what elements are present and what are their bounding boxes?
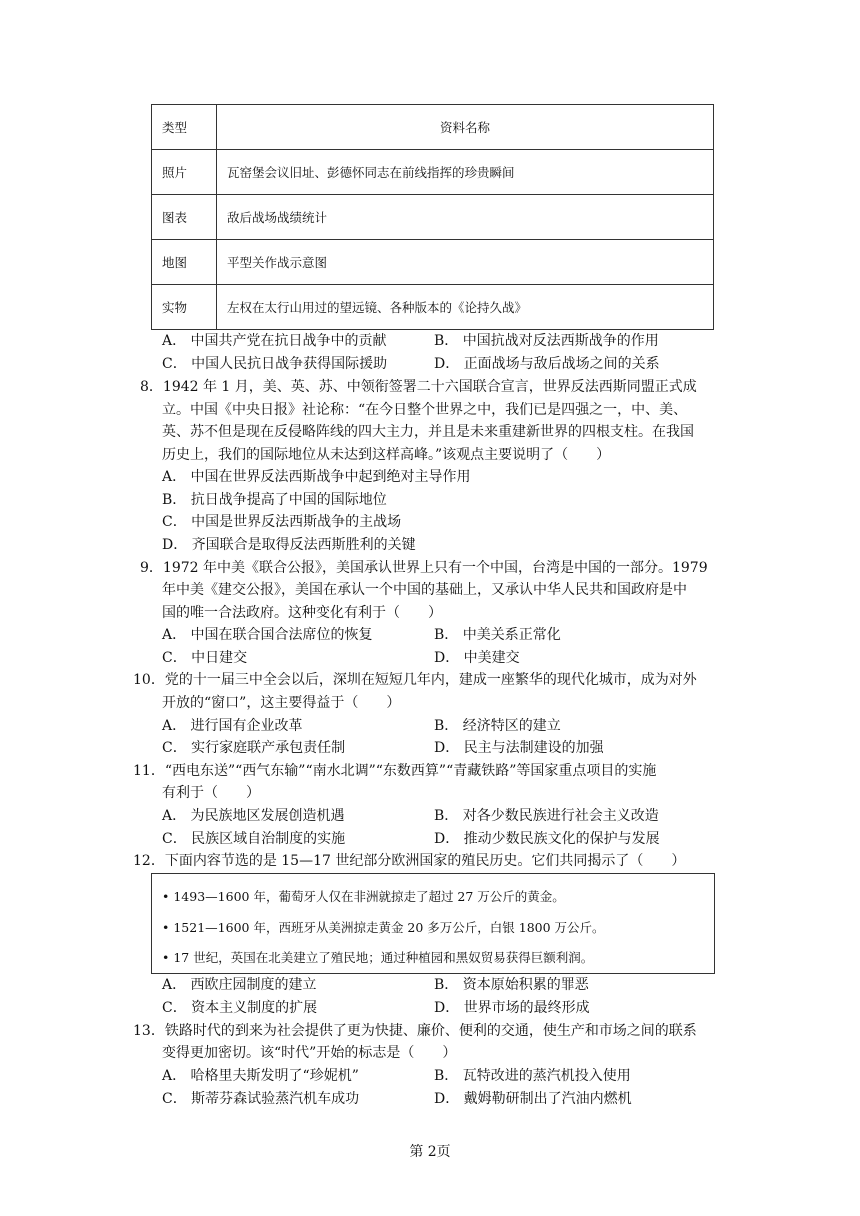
- table-cell-name: 敌后战场战绩统计: [217, 195, 714, 240]
- table-row: [152, 285, 714, 330]
- q13-option-b: B． 瓦特改进的蒸汽机投入使用: [434, 1068, 631, 1084]
- q12-material-item: • 17 世纪，英国在北美建立了殖民地；通过种植园和黑奴贸易获得巨额利润。: [162, 950, 594, 965]
- q13-option-d: D． 戴姆勒研制出了汽油内燃机: [434, 1091, 632, 1107]
- q12-stem-line: 12．下面内容节选的是 15—17 世纪部分欧洲国家的殖民历史。它们共同揭示了（ ）: [133, 853, 686, 869]
- table-cell-type: 实物: [152, 285, 217, 330]
- q7-option-a: A． 中国共产党在抗日战争中的贡献: [162, 333, 387, 349]
- q8-stem-line: 英、苏不但是现在反侵略阵线的四大主力，并且是未来重建新世界的四根支柱。在我国: [162, 424, 694, 440]
- q12-option-b: B． 资本原始积累的罪恶: [434, 977, 589, 993]
- table-cell-name: 瓦窑堡会议旧址、彭德怀同志在前线指挥的珍贵瞬间: [217, 150, 714, 195]
- q12-option-a: A． 西欧庄园制度的建立: [162, 977, 317, 993]
- q11-option-c: C． 民族区域自治制度的实施: [162, 831, 346, 847]
- table-cell-type: 图表: [152, 195, 217, 240]
- q8-option-a: A． 中国在世界反法西斯战争中起到绝对主导作用: [162, 469, 471, 485]
- q11-stem-line: 有利于（ ）: [162, 785, 260, 801]
- q7-option-d: D． 正面战场与敌后战场之间的关系: [434, 356, 660, 372]
- q13-option-c: C． 斯蒂芬森试验蒸汽机车成功: [162, 1091, 360, 1107]
- q10-option-d: D． 民主与法制建设的加强: [434, 740, 604, 756]
- table-row: [152, 240, 714, 285]
- table-cell-type: 照片: [152, 150, 217, 195]
- q11-option-d: D． 推动少数民族文化的保护与发展: [434, 831, 660, 847]
- q8-option-c: C． 中国是世界反法西斯战争的主战场: [162, 514, 402, 530]
- q9-option-d: D． 中美建交: [434, 650, 520, 666]
- q11-option-a: A． 为民族地区发展创造机遇: [162, 808, 345, 824]
- q12-option-d: D． 世界市场的最终形成: [434, 1000, 590, 1016]
- table-header-row: [152, 105, 714, 150]
- q13-option-a: A． 哈格里夫斯发明了“珍妮机”: [162, 1068, 359, 1084]
- table-row: [152, 195, 714, 240]
- q8-stem-line: 历史上，我们的国际地位从未达到这样高峰。”该观点主要说明了（ ）: [162, 447, 611, 463]
- materials-table: [151, 104, 714, 330]
- q12-option-c: C． 资本主义制度的扩展: [162, 1000, 318, 1016]
- q13-stem-line: 变得更加密切。该“时代”开始的标志是（ ）: [162, 1045, 457, 1061]
- q9-stem-line: 9．1972 年中美《联合公报》，美国承认世界上只有一个中国，台湾是中国的一部分。1979: [140, 560, 708, 576]
- table-cell-name: 左权在太行山用过的望远镜、各种版本的《论持久战》: [217, 285, 714, 330]
- q9-option-c: C． 中日建交: [162, 650, 248, 666]
- table-cell-name: 平型关作战示意图: [217, 240, 714, 285]
- q11-option-b: B． 对各少数民族进行社会主义改造: [434, 808, 659, 824]
- q8-stem-line: 8．1942 年 1 月，美、英、苏、中领衔签署二十六国联合宣言，世界反法西斯同盟正式成: [140, 379, 697, 395]
- table-row: [152, 150, 714, 195]
- q11-stem-line: 11．“西电东送”“西气东输”“南水北调”“东数西算”“青藏铁路”等国家重点项目的实施: [133, 763, 657, 779]
- q9-option-a: A． 中国在联合国合法席位的恢复: [162, 627, 373, 643]
- q7-option-c: C． 中国人民抗日战争获得国际援助: [162, 356, 388, 372]
- q10-option-b: B． 经济特区的建立: [434, 718, 561, 734]
- q7-option-b: B． 中国抗战对反法西斯战争的作用: [434, 333, 659, 349]
- table-cell-type: 地图: [152, 240, 217, 285]
- table-header-cell: 类型: [152, 105, 217, 150]
- q9-option-b: B． 中美关系正常化: [434, 627, 561, 643]
- q8-stem-line: 立。中国《中央日报》社论称：“在今日整个世界之中，我们已是四强之一，中、美、: [162, 402, 688, 418]
- q12-material-item: • 1521—1600 年，西班牙从美洲掠走黄金 20 多万公斤，白银 1800 万公斤。: [162, 920, 605, 935]
- q10-stem-line: 10．党的十一届三中全会以后，深圳在短短几年内，建成一座繁华的现代化城市，成为对外: [133, 672, 697, 688]
- q10-option-c: C． 实行家庭联产承包责任制: [162, 740, 346, 756]
- q8-option-b: B． 抗日战争提高了中国的国际地位: [162, 492, 387, 508]
- table-header-cell: 资料名称: [217, 105, 714, 150]
- q8-option-d: D． 齐国联合是取得反法西斯胜利的关键: [162, 537, 416, 553]
- q10-option-a: A． 进行国有企业改革: [162, 718, 303, 734]
- q12-material-box: [151, 873, 715, 974]
- q9-stem-line: 国的唯一合法政府。这种变化有利于（ ）: [162, 605, 442, 621]
- q13-stem-line: 13．铁路时代的到来为社会提供了更为快捷、廉价、便利的交通，使生产和市场之间的联系: [133, 1023, 697, 1039]
- page-number: 第 2页: [409, 1144, 451, 1160]
- q9-stem-line: 年中美《建交公报》，美国在承认一个中国的基础上，又承认中华人民共和国政府是中: [162, 582, 687, 598]
- q12-material-item: • 1493—1600 年，葡萄牙人仅在非洲就掠走了超过 27 万公斤的黄金。: [162, 889, 565, 904]
- q10-stem-line: 开放的“窗口”，这主要得益于（ ）: [162, 695, 401, 711]
